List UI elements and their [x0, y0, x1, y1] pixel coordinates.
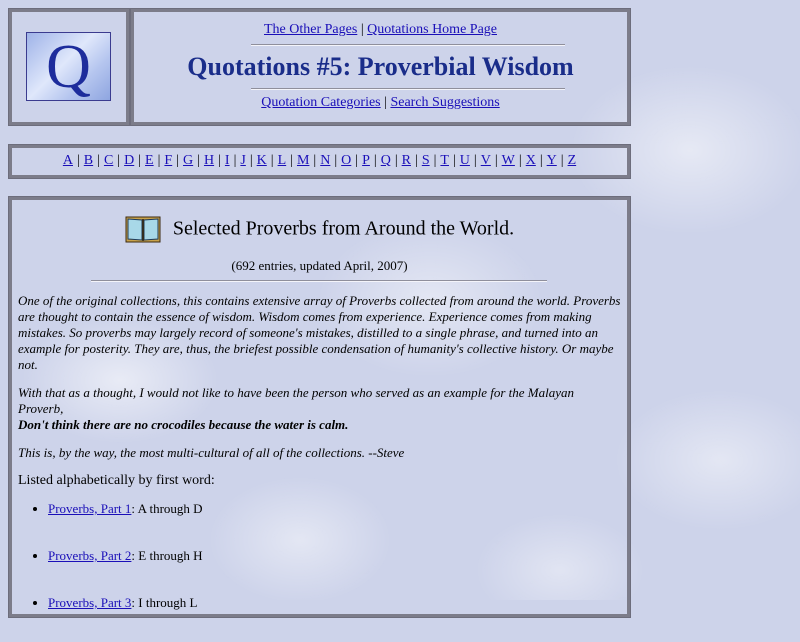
alpha-separator: |	[394, 153, 398, 168]
list-item	[48, 548, 622, 564]
letter-link-h[interactable]: H	[203, 153, 215, 168]
logo-letter: Q	[46, 32, 91, 101]
malayan-proverb: Don't think there are no crocodiles because the water is calm.	[18, 417, 349, 432]
letter-link-t[interactable]: T	[440, 153, 449, 168]
alpha-separator: |	[433, 153, 437, 168]
other-pages-link[interactable]: The Other Pages	[264, 22, 358, 37]
section-heading	[9, 215, 630, 243]
page-title: Quotations #5: Proverbial Wisdom	[187, 52, 574, 81]
alpha-separator: |	[334, 153, 338, 168]
alpha-separator: |	[373, 153, 377, 168]
alpha-separator: |	[518, 153, 522, 168]
alpha-separator: |	[270, 153, 274, 168]
multicultural-note: This is, by the way, the most multi-cultural of all of the collections. --Steve	[18, 445, 405, 460]
top-nav	[131, 22, 630, 38]
letter-link-m[interactable]: M	[296, 153, 310, 168]
alpha-separator: |	[290, 153, 293, 168]
letter-link-z[interactable]: Z	[567, 153, 577, 168]
letter-link-n[interactable]: N	[320, 153, 331, 168]
alpha-separator: |	[355, 153, 359, 168]
alpha-separator: |	[415, 153, 418, 168]
alpha-separator: |	[249, 153, 253, 168]
nav-separator: |	[384, 95, 387, 110]
alpha-separator: |	[157, 153, 161, 168]
open-book-icon	[125, 215, 161, 243]
letter-link-l[interactable]: L	[277, 153, 287, 168]
letter-link-d[interactable]: D	[124, 153, 135, 168]
part-range: : A through D	[131, 501, 203, 516]
proverbs-part-1-link[interactable]: Proverbs, Part 1	[48, 501, 132, 516]
content-body	[18, 293, 622, 642]
alpha-separator: |	[313, 153, 317, 168]
letter-link-y[interactable]: Y	[546, 153, 557, 168]
letter-link-g[interactable]: G	[183, 153, 194, 168]
proverbs-part-3-link[interactable]: Proverbs, Part 3	[48, 595, 132, 610]
section-heading-text: Selected Proverbs from Around the World.	[172, 217, 515, 240]
search-suggestions-link[interactable]: Search Suggestions	[390, 95, 500, 110]
proverbs-part-2-link[interactable]: Proverbs, Part 2	[48, 548, 132, 563]
alpha-separator: |	[76, 153, 80, 168]
letter-link-w[interactable]: W	[501, 153, 515, 168]
letter-link-f[interactable]: F	[164, 153, 173, 168]
sub-nav	[131, 95, 630, 111]
quotation-categories-link[interactable]: Quotation Categories	[261, 95, 381, 110]
malayan-paragraph	[18, 385, 622, 433]
letter-link-u[interactable]: U	[459, 153, 470, 168]
letter-link-e[interactable]: E	[145, 153, 154, 168]
letter-link-c[interactable]: C	[103, 153, 114, 168]
nav-separator: |	[360, 22, 364, 37]
letter-link-a[interactable]: A	[62, 153, 73, 168]
letter-link-x[interactable]: X	[525, 153, 536, 168]
list-item	[48, 501, 622, 517]
alpha-separator: |	[233, 153, 237, 168]
letter-link-r[interactable]: R	[401, 153, 411, 168]
letter-link-o[interactable]: O	[341, 153, 352, 168]
alpha-separator: |	[97, 153, 100, 168]
home-page-link[interactable]: Quotations Home Page	[367, 22, 497, 37]
alpha-separator: |	[176, 153, 180, 168]
intro-paragraph: One of the original collections, this contains extensive array of Proverbs collected from around the world. Proverbs are thought to contain the essence of wisdom. Wisdom comes from experience. Experience comes from making mistakes. So proverbs may largely record of someone's mistakes, distilled to a single phrase, and turned into an example for posterity. They are, thus, the briefest possible condensation of humanity's collective history. Or maybe not.	[18, 293, 621, 372]
entries-note: (692 entries, updated April, 2007)	[231, 258, 408, 273]
logo-cell	[8, 8, 130, 126]
alpha-separator: |	[218, 153, 221, 168]
letter-link-j[interactable]: J	[240, 153, 246, 168]
header-title-cell	[130, 8, 631, 126]
alpha-separator: |	[197, 153, 200, 168]
alpha-separator: |	[473, 153, 477, 168]
alpha-separator: |	[494, 153, 498, 168]
alphabet-index	[9, 153, 630, 169]
letter-link-b[interactable]: B	[83, 153, 94, 168]
list-item	[48, 595, 622, 611]
letter-link-s[interactable]: S	[421, 153, 430, 168]
part-range: : E through H	[131, 548, 203, 563]
malayan-lead: With that as a thought, I would not like to have been the person who served as an example for the Malayan Proverb,	[18, 385, 575, 416]
quotations-logo[interactable]	[26, 32, 111, 101]
main-content	[8, 196, 631, 618]
letter-link-k[interactable]: K	[256, 153, 267, 168]
parts-list	[18, 501, 622, 611]
content-divider	[91, 280, 547, 282]
header-divider-top	[251, 44, 565, 46]
listed-label: Listed alphabetically by first word:	[18, 473, 215, 488]
letter-link-p[interactable]: P	[362, 153, 370, 168]
part-range: : I through L	[131, 595, 198, 610]
header-divider-bottom	[251, 88, 565, 90]
alpha-separator: |	[452, 153, 456, 168]
alpha-separator: |	[560, 153, 564, 168]
letter-link-v[interactable]: V	[480, 153, 491, 168]
alphabet-bar	[8, 144, 631, 179]
alpha-separator: |	[117, 153, 121, 168]
letter-link-i[interactable]: I	[224, 153, 230, 168]
letter-link-q[interactable]: Q	[380, 153, 391, 168]
alpha-separator: |	[539, 153, 543, 168]
alpha-separator: |	[138, 153, 142, 168]
